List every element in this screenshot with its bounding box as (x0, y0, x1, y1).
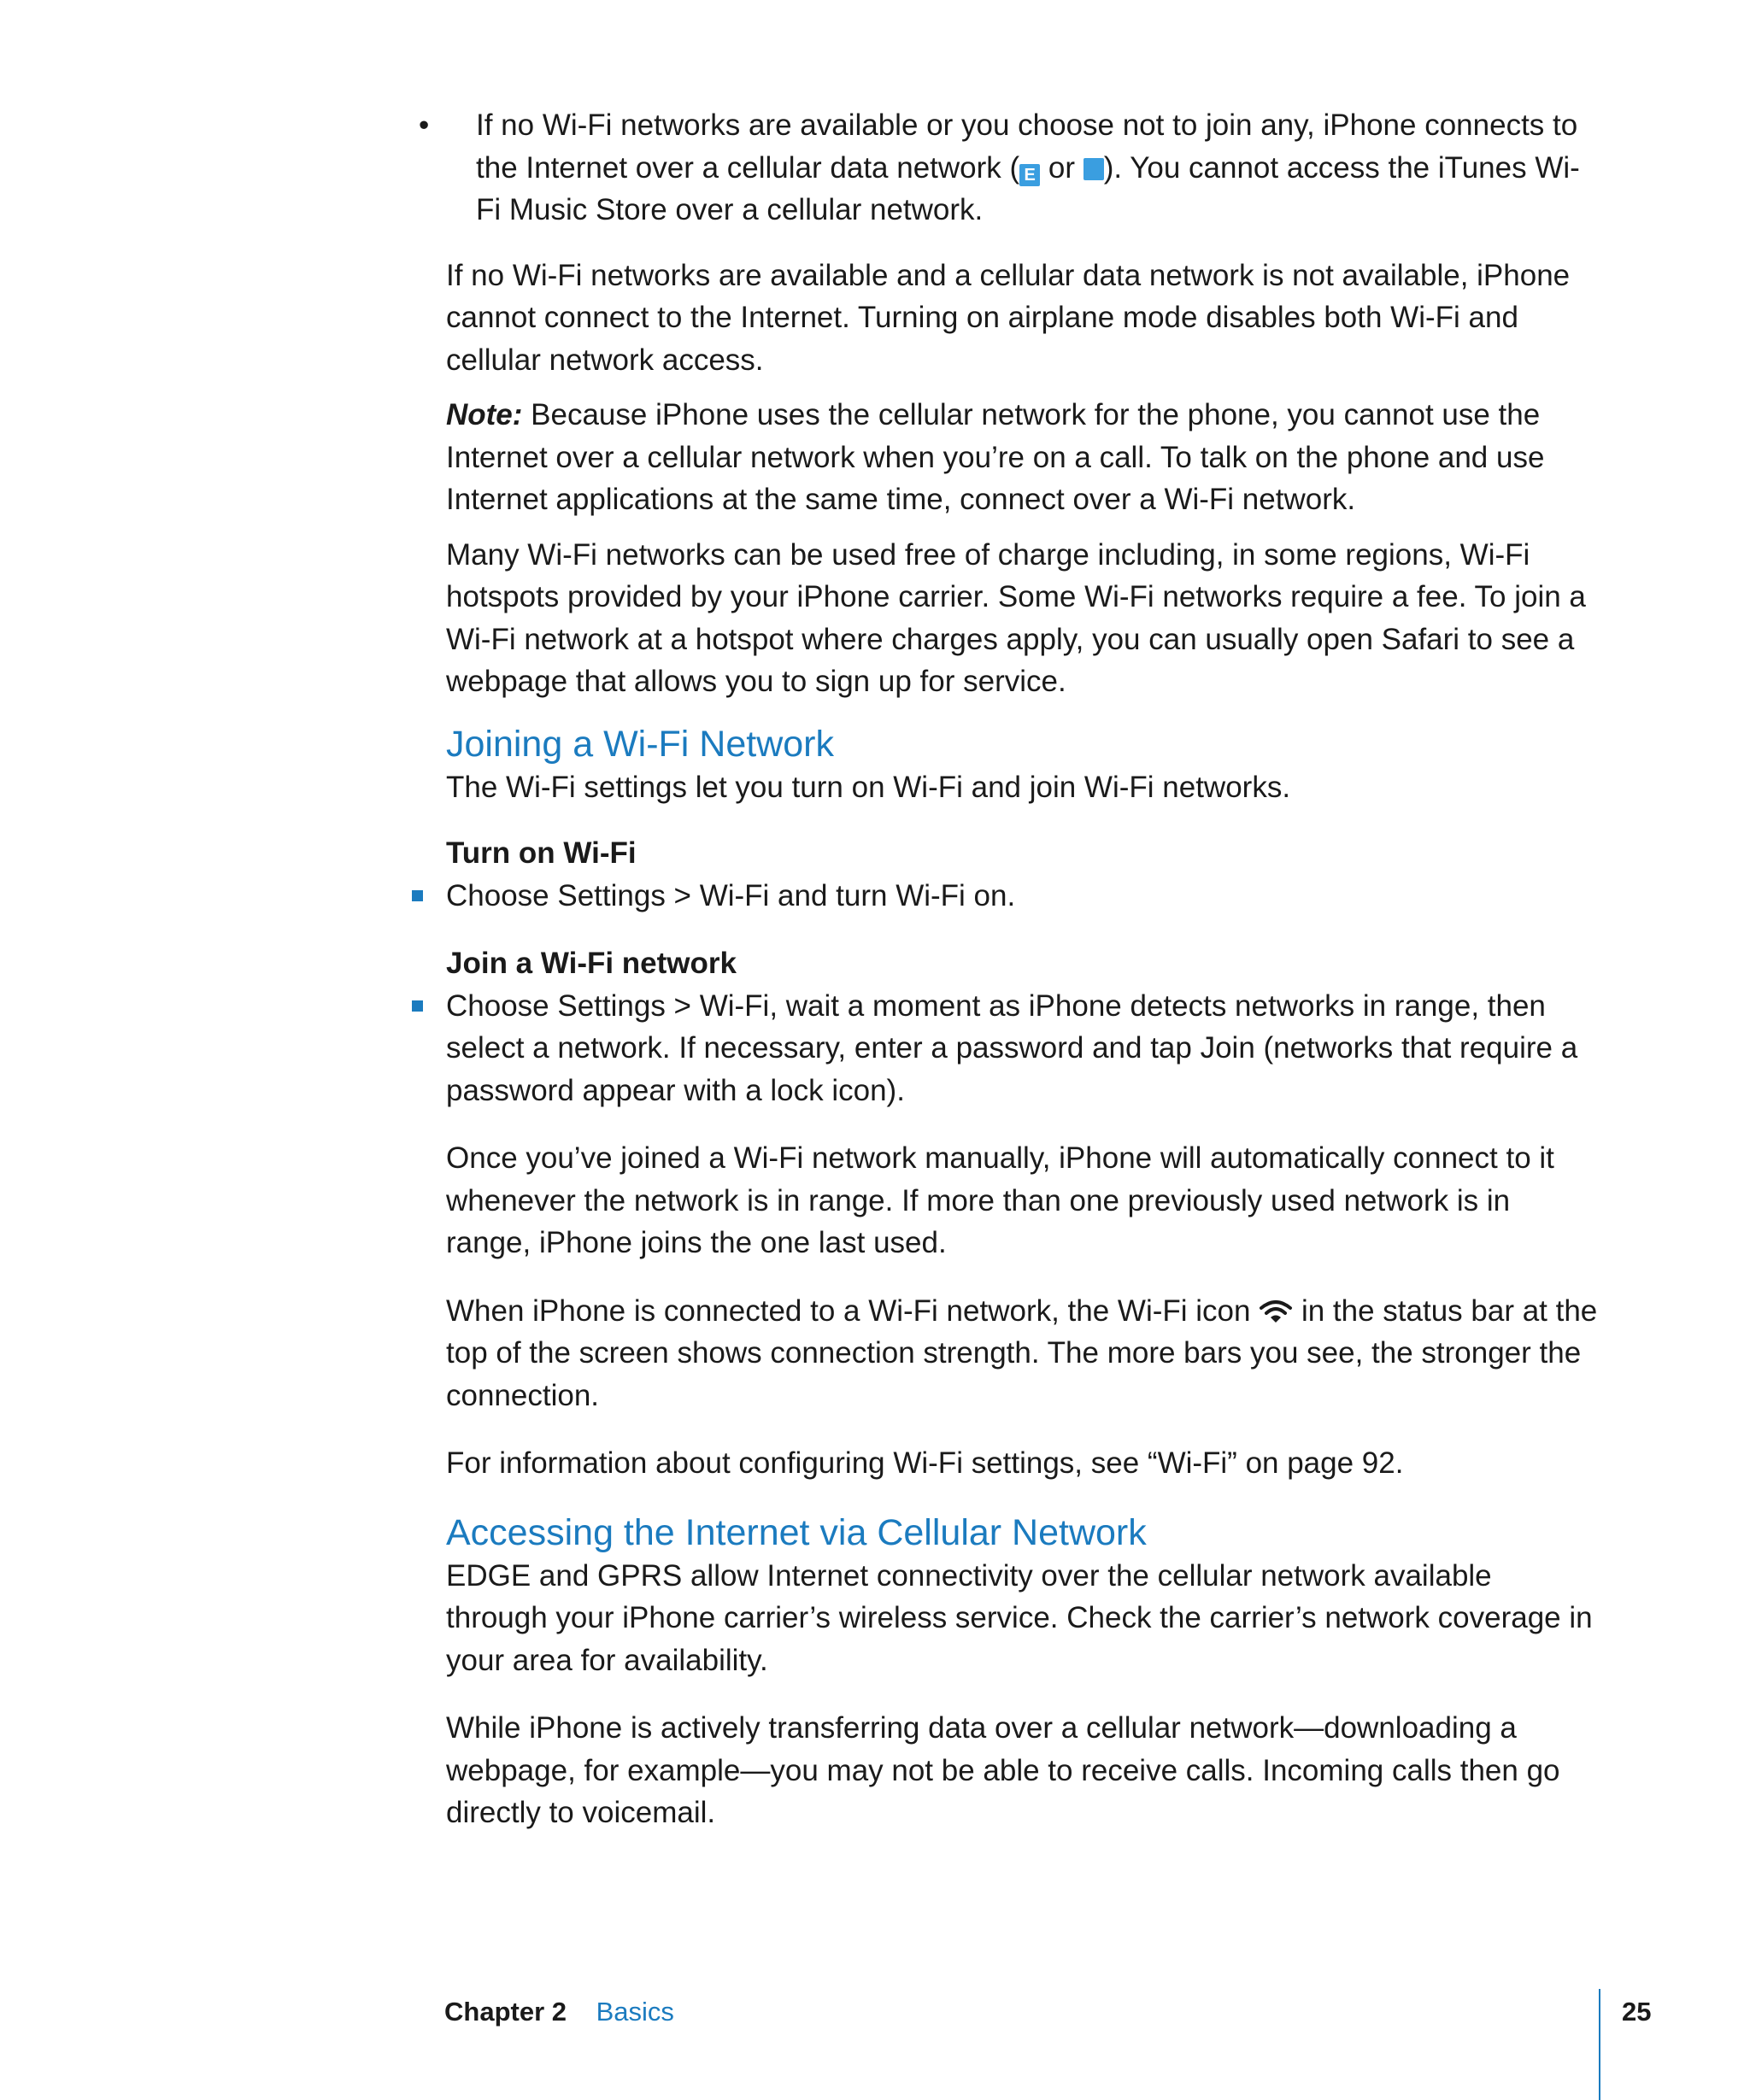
footer-chapter (444, 1996, 674, 2028)
section-heading-joining-wifi: Joining a Wi-Fi Network (446, 723, 834, 765)
gprs-network-icon (1083, 158, 1104, 180)
section-heading-cellular: Accessing the Internet via Cellular Network (446, 1511, 1147, 1553)
paragraph-edge-gprs: EDGE and GPRS allow Internet connectivity over the cellular network available through your iPhone carrier’s wireless service. Check the carrier’s network coverage in your area for availability. (446, 1558, 1593, 1677)
paragraph-calls-voicemail: While iPhone is actively transferring data over a cellular network—downloading a webpage, for example—you may not be able to receive calls. Incoming calls then go directly to voicemail. (446, 1711, 1560, 1829)
bullet-dot: • (419, 109, 430, 142)
wifi-icon (1259, 1299, 1293, 1324)
section-intro: The Wi-Fi settings let you turn on Wi-Fi and join Wi-Fi networks. (446, 770, 1291, 804)
footer-chapter-name: Basics (596, 1997, 674, 2027)
note-paragraph (446, 394, 1600, 521)
paragraph-auto-connect: Once you’ve joined a Wi-Fi network manually, iPhone will automatically connect to it whenever the network is in range. If more than one previously used network is in range, iPhone joins the one last used. (446, 1141, 1554, 1259)
task-title-join-network: Join a Wi-Fi network (446, 947, 737, 980)
paragraph-hotspots: Many Wi-Fi networks can be used free of charge including, in some regions, Wi-Fi hotspots provided by your iPhone carrier. Some Wi-Fi networks require a fee. To join a Wi-Fi network at a hotspot where charges apply, you can usually open Safari to see a webpage that allows you to sign up for service. (446, 537, 1586, 698)
task-step-turn-on-wifi: Choose Settings > Wi-Fi and turn Wi-Fi on. (446, 875, 1600, 918)
bullet-cellular-fallback: • If no Wi-Fi networks are available or you choose not to join any, iPhone connects to the Internet over a cellular data network ( E or ). You cannot access the iTunes Wi-Fi Music Store over a cellular network. (446, 104, 1600, 232)
task-title-turn-on-wifi: Turn on Wi-Fi (446, 836, 637, 870)
footer-chapter-label: Chapter 2 (444, 1997, 567, 2027)
page-content (419, 104, 1600, 1834)
edge-network-icon: E (1019, 164, 1040, 186)
step-bullet-square (412, 890, 423, 901)
page-number: 25 (1622, 1997, 1652, 2027)
note-label: Note: (446, 398, 523, 431)
paragraph-wifi-settings-ref: For information about configuring Wi-Fi settings, see “Wi-Fi” on page 92. (446, 1446, 1404, 1480)
footer-divider (1599, 1989, 1600, 2100)
step-bullet-square (412, 1000, 423, 1012)
paragraph-no-connection: If no Wi-Fi networks are available and a cellular data network is not available, iPhone cannot connect to the Internet. Turning on airplane mode disables both Wi-Fi and cellular network access. (446, 258, 1571, 377)
task-step-join-network: Choose Settings > Wi-Fi, wait a moment as iPhone detects networks in range, then select a network. If necessary, enter a password and tap Join (networks that require a password appear with a lock icon). (446, 985, 1600, 1112)
paragraph-wifi-icon: When iPhone is connected to a Wi-Fi network, the Wi-Fi icon in the status bar at the top of the screen shows connection strength. The more bars you see, the stronger the connection. (446, 1293, 1598, 1412)
note-text: Because iPhone uses the cellular network for the phone, you cannot use the Internet over a cellular network when you’re on a call. To talk on the phone and use Internet applications at the same time, connect over a Wi-Fi network. (446, 398, 1545, 516)
